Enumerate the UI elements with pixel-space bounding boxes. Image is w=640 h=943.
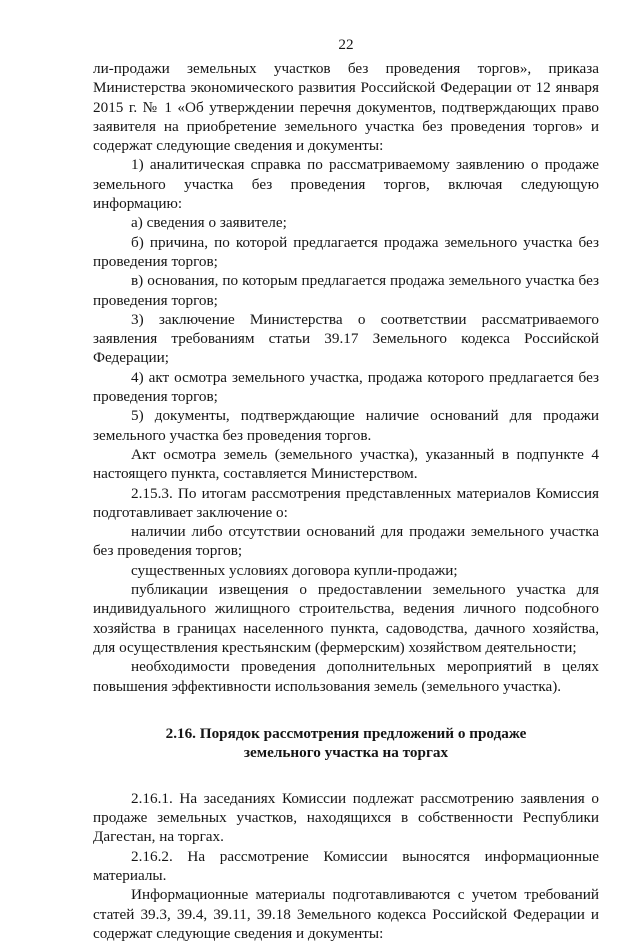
section-heading [93,724,599,762]
paragraph-inspection-act: Акт осмотра земель (земельного участка), указанный в подпункте 4 настоящего пункта, составляется Министерством. [93,445,599,483]
paragraph-info-materials: Информационные материалы подготавливаются с учетом требований статей 39.3, 39.4, 39.11, 39.18 Земельного кодекса Российской Федерации и содержат следующие сведения и документы: [93,886,599,942]
list-item-4: 4) акт осмотра земельного участка, продажа которого предлагается без проведения торгов; [93,368,599,406]
list-item-a: а) сведения о заявителе; [131,214,287,232]
page-number: 22 [338,36,354,53]
list-item-1: 1) аналитическая справка по рассматриваемому заявлению о продаже земельного участка без проведения торгов, включая следующую информацию: [93,156,599,213]
conclusion-item-grounds: наличии либо отсутствии оснований для продажи земельного участка без проведения торгов; [93,523,599,560]
section-heading-line-2: земельного участка на торгах [243,743,449,761]
document-page [93,0,599,943]
paragraph-2-15-3: 2.15.3. По итогам рассмотрения представленных материалов Комиссия подготавливает заключение о: [93,484,599,521]
paragraph-2-16-1: 2.16.1. На заседаниях Комиссии подлежат рассмотрению заявления о продаже земельных участков, находящихся в собственности Республики Дагестан, на торгах. [93,789,599,846]
list-item-v: в) основания, по которым предлагается продажа земельного участка без проведения торгов; [93,272,599,309]
section-heading-line-1: 2.16. Порядок рассмотрения предложений о продаже [165,724,527,742]
list-item-5: 5) документы, подтверждающие наличие оснований для продажи земельного участка без проведения торгов. [93,407,599,444]
list-item-b: б) причина, по которой предлагается продажа земельного участка без проведения торгов; [93,233,599,270]
conclusion-item-publication: публикации извещения о предоставлении земельного участка для индивидуального жилищного строительства, ведения личного подсобного хозяйства в границах населенного пункта, садоводства, дачного хозяйства, для осуществления крестьянским (фермерским) хозяйством деятельности; [93,581,599,656]
conclusion-item-measures: необходимости проведения дополнительных мероприятий в целях повышения эффективности использования земель (земельного участка). [93,658,599,695]
list-item-3: 3) заключение Министерства о соответствии рассматриваемого заявления требованиям статьи 39.17 Земельного кодекса Российской Федерации; [93,310,599,367]
paragraph-continuation: ли-продажи земельных участков без проведения торгов», приказа Министерства экономического развития Российской Федерации от 12 января 2015 г. № 1 «Об утверждении перечня документов, подтверждающих право заявителя на приобретение земельного участка без проведения торгов» и содержат следующие сведения и документы: [93,60,599,155]
conclusion-item-terms: существенных условиях договора купли-продажи; [131,561,458,579]
paragraph-2-16-2: 2.16.2. На рассмотрение Комиссии выносятся информационные материалы. [93,847,599,884]
